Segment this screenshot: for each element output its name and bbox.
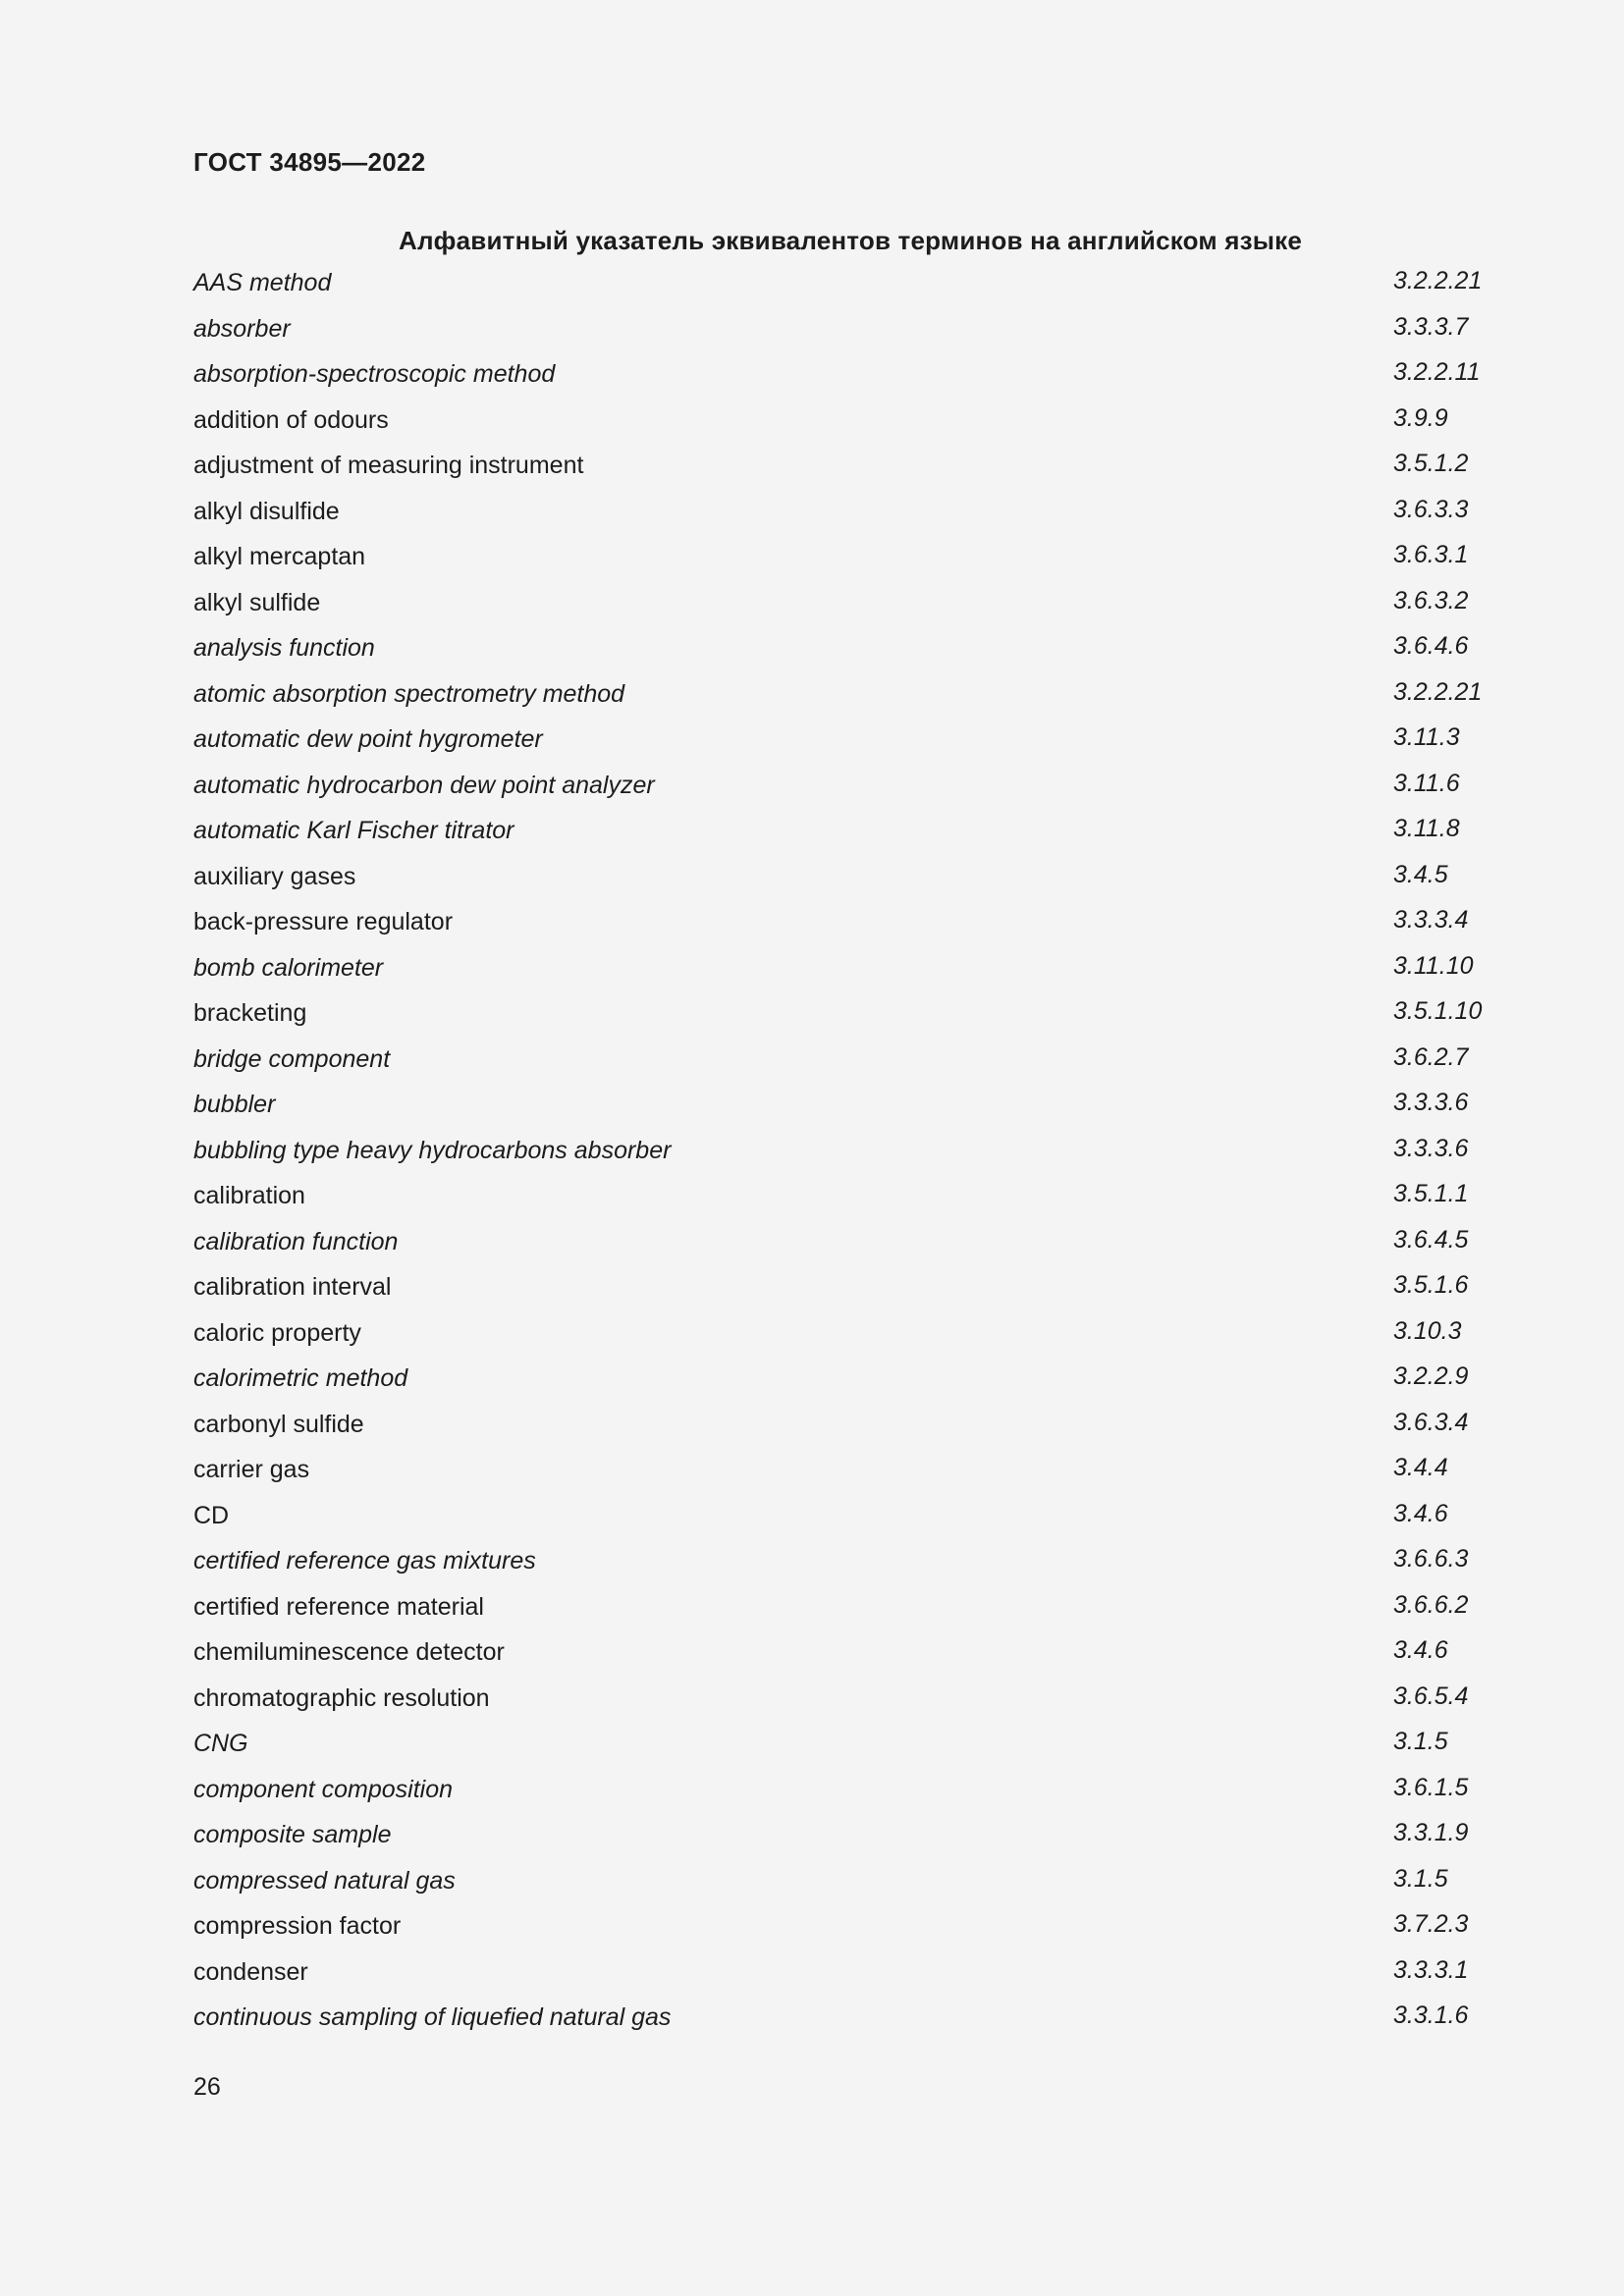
index-title: Алфавитный указатель эквивалентов терминов на английском языке bbox=[398, 226, 1303, 255]
index-entry-term: CD bbox=[193, 1501, 230, 1529]
index-entry bbox=[193, 1865, 1499, 1911]
index-entry bbox=[193, 1089, 1499, 1135]
index-entry-ref: 3.5.1.1 bbox=[1393, 1180, 1469, 1207]
index-entry bbox=[193, 1135, 1499, 1181]
index-entry bbox=[193, 404, 1499, 451]
document-code: ГОСТ 34895—2022 bbox=[193, 147, 426, 177]
index-entry-ref: 3.11.10 bbox=[1393, 951, 1474, 980]
index-entry-ref: 3.6.1.5 bbox=[1393, 1773, 1469, 1801]
index-entry-ref: 3.10.3 bbox=[1393, 1316, 1462, 1345]
index-entry-ref: 3.5.1.10 bbox=[1393, 997, 1483, 1025]
index-entry-ref: 3.7.2.3 bbox=[1393, 1910, 1469, 1938]
index-entry-term: bracketing bbox=[193, 999, 307, 1027]
index-entry-term: carbonyl sulfide bbox=[193, 1410, 364, 1438]
index-entry-term: component composition bbox=[193, 1775, 454, 1803]
index-entry-ref: 3.1.5 bbox=[1393, 1728, 1448, 1755]
index-entry-ref: 3.6.6.3 bbox=[1393, 1545, 1469, 1573]
index-entry-ref: 3.6.3.4 bbox=[1393, 1408, 1469, 1436]
index-entry-term: automatic Karl Fischer titrator bbox=[193, 817, 514, 844]
index-entry bbox=[193, 1454, 1499, 1500]
index-entry bbox=[193, 1956, 1499, 2002]
index-entry-ref: 3.5.1.2 bbox=[1393, 450, 1469, 477]
index-entry bbox=[193, 632, 1499, 678]
index-entry-term: absorber bbox=[193, 314, 291, 343]
index-entry-term: AAS method bbox=[193, 269, 332, 296]
index-entry-term: calibration interval bbox=[193, 1273, 392, 1301]
index-entry-ref: 3.4.4 bbox=[1393, 1454, 1448, 1481]
index-entry-ref: 3.1.5 bbox=[1393, 1864, 1448, 1893]
index-entry bbox=[193, 1728, 1499, 1774]
index-entry bbox=[193, 815, 1499, 861]
index-entry-ref: 3.3.3.7 bbox=[1393, 312, 1469, 341]
index-entry-term: CNG bbox=[193, 1730, 248, 1757]
index-entry bbox=[193, 861, 1499, 907]
index-entry bbox=[193, 1910, 1499, 1956]
index-entry-term: absorption-spectroscopic method bbox=[193, 360, 556, 388]
index-entry-ref: 3.5.1.6 bbox=[1393, 1271, 1469, 1299]
index-entry bbox=[193, 541, 1499, 587]
index-entry-term: chromatographic resolution bbox=[193, 1683, 490, 1712]
index-entry-term: addition of odours bbox=[193, 405, 389, 434]
index-entry bbox=[193, 1226, 1499, 1272]
index-entry bbox=[193, 1043, 1499, 1090]
index-entry bbox=[193, 1774, 1499, 1820]
index-entry bbox=[193, 2002, 1499, 2048]
index-entry bbox=[193, 1500, 1499, 1546]
index-entry-ref: 3.2.2.9 bbox=[1393, 1362, 1469, 1390]
index-entry bbox=[193, 1271, 1499, 1317]
index-entry-term: alkyl sulfide bbox=[193, 588, 321, 616]
index-entry-ref: 3.6.3.3 bbox=[1393, 495, 1469, 523]
index-entry-ref: 3.3.1.9 bbox=[1393, 1819, 1469, 1846]
index-entry-ref: 3.6.4.5 bbox=[1393, 1225, 1469, 1254]
index-entry-term: back-pressure regulator bbox=[193, 908, 454, 935]
index-entry-term: atomic absorption spectrometry method bbox=[193, 679, 625, 708]
index-entry-term: calibration bbox=[193, 1182, 305, 1209]
index-entry-ref: 3.4.6 bbox=[1393, 1499, 1448, 1527]
index-entry bbox=[193, 1409, 1499, 1455]
index-entry-term: analysis function bbox=[193, 634, 375, 662]
index-entry-ref: 3.9.9 bbox=[1393, 403, 1448, 432]
index-entry-term: chemiluminescence detector bbox=[193, 1638, 505, 1666]
index-entry-ref: 3.6.2.7 bbox=[1393, 1042, 1469, 1071]
index-entry-ref: 3.6.3.1 bbox=[1393, 541, 1469, 568]
index-entry-ref: 3.6.5.4 bbox=[1393, 1682, 1469, 1710]
index-entry bbox=[193, 313, 1499, 359]
index-entry-term: alkyl disulfide bbox=[193, 497, 340, 525]
index-entry-ref: 3.2.2.21 bbox=[1393, 677, 1483, 706]
page-number: 26 bbox=[193, 2073, 221, 2101]
index-entry-ref: 3.3.3.6 bbox=[1393, 1134, 1469, 1162]
index-entry bbox=[193, 770, 1499, 816]
index-entry bbox=[193, 1362, 1499, 1409]
index-entry-ref: 3.2.2.11 bbox=[1393, 358, 1481, 386]
index-entry-term: calorimetric method bbox=[193, 1364, 408, 1392]
index-entry-list bbox=[193, 267, 1499, 2048]
index-entry bbox=[193, 1317, 1499, 1363]
index-entry-term: auxiliary gases bbox=[193, 862, 356, 890]
index-entry bbox=[193, 1819, 1499, 1865]
index-entry-ref: 3.3.1.6 bbox=[1393, 2002, 1469, 2029]
index-entry-ref: 3.11.3 bbox=[1393, 723, 1460, 751]
index-entry bbox=[193, 1636, 1499, 1682]
index-entry-ref: 3.4.5 bbox=[1393, 860, 1448, 888]
index-entry-term: certified reference gas mixtures bbox=[193, 1547, 536, 1575]
index-entry bbox=[193, 587, 1499, 633]
index-entry bbox=[193, 267, 1499, 313]
index-entry-term: carrier gas bbox=[193, 1456, 310, 1483]
index-entry-term: bridge component bbox=[193, 1044, 391, 1073]
index-entry-ref: 3.2.2.21 bbox=[1393, 267, 1483, 294]
index-entry bbox=[193, 997, 1499, 1043]
index-entry bbox=[193, 723, 1499, 770]
index-entry bbox=[193, 906, 1499, 952]
index-entry-term: alkyl mercaptan bbox=[193, 543, 366, 570]
index-entry-term: automatic hydrocarbon dew point analyzer bbox=[193, 771, 655, 799]
index-entry-term: calibration function bbox=[193, 1227, 399, 1255]
index-entry-ref: 3.3.3.6 bbox=[1393, 1089, 1469, 1116]
index-entry-term: adjustment of measuring instrument bbox=[193, 452, 584, 479]
index-entry-term: composite sample bbox=[193, 1821, 392, 1848]
index-entry-term: caloric property bbox=[193, 1318, 361, 1347]
index-entry-term: bomb calorimeter bbox=[193, 953, 384, 982]
index-entry-term: compression factor bbox=[193, 1912, 402, 1940]
index-entry-ref: 3.3.3.1 bbox=[1393, 1955, 1469, 1984]
index-entry-ref: 3.6.3.2 bbox=[1393, 586, 1469, 614]
index-entry-ref: 3.3.3.4 bbox=[1393, 906, 1469, 934]
index-entry-term: condenser bbox=[193, 1957, 308, 1986]
index-entry-ref: 3.11.8 bbox=[1393, 815, 1460, 842]
index-entry-ref: 3.6.6.2 bbox=[1393, 1590, 1469, 1619]
index-entry bbox=[193, 1682, 1499, 1729]
index-entry-term: automatic dew point hygrometer bbox=[193, 725, 543, 753]
index-entry-term: compressed natural gas bbox=[193, 1866, 456, 1895]
index-entry-ref: 3.6.4.6 bbox=[1393, 632, 1469, 660]
index-entry bbox=[193, 1591, 1499, 1637]
index-entry-term: bubbler bbox=[193, 1091, 276, 1118]
index-entry bbox=[193, 358, 1499, 404]
index-entry bbox=[193, 952, 1499, 998]
index-entry-ref: 3.11.6 bbox=[1393, 769, 1460, 797]
index-entry bbox=[193, 1545, 1499, 1591]
index-entry bbox=[193, 1180, 1499, 1226]
index-entry bbox=[193, 678, 1499, 724]
index-entry-term: bubbling type heavy hydrocarbons absorber bbox=[193, 1136, 672, 1164]
index-entry-term: certified reference material bbox=[193, 1592, 484, 1621]
index-entry-term: continuous sampling of liquefied natural gas bbox=[193, 2003, 672, 2031]
index-entry bbox=[193, 450, 1499, 496]
index-entry bbox=[193, 496, 1499, 542]
index-entry-ref: 3.4.6 bbox=[1393, 1636, 1448, 1664]
